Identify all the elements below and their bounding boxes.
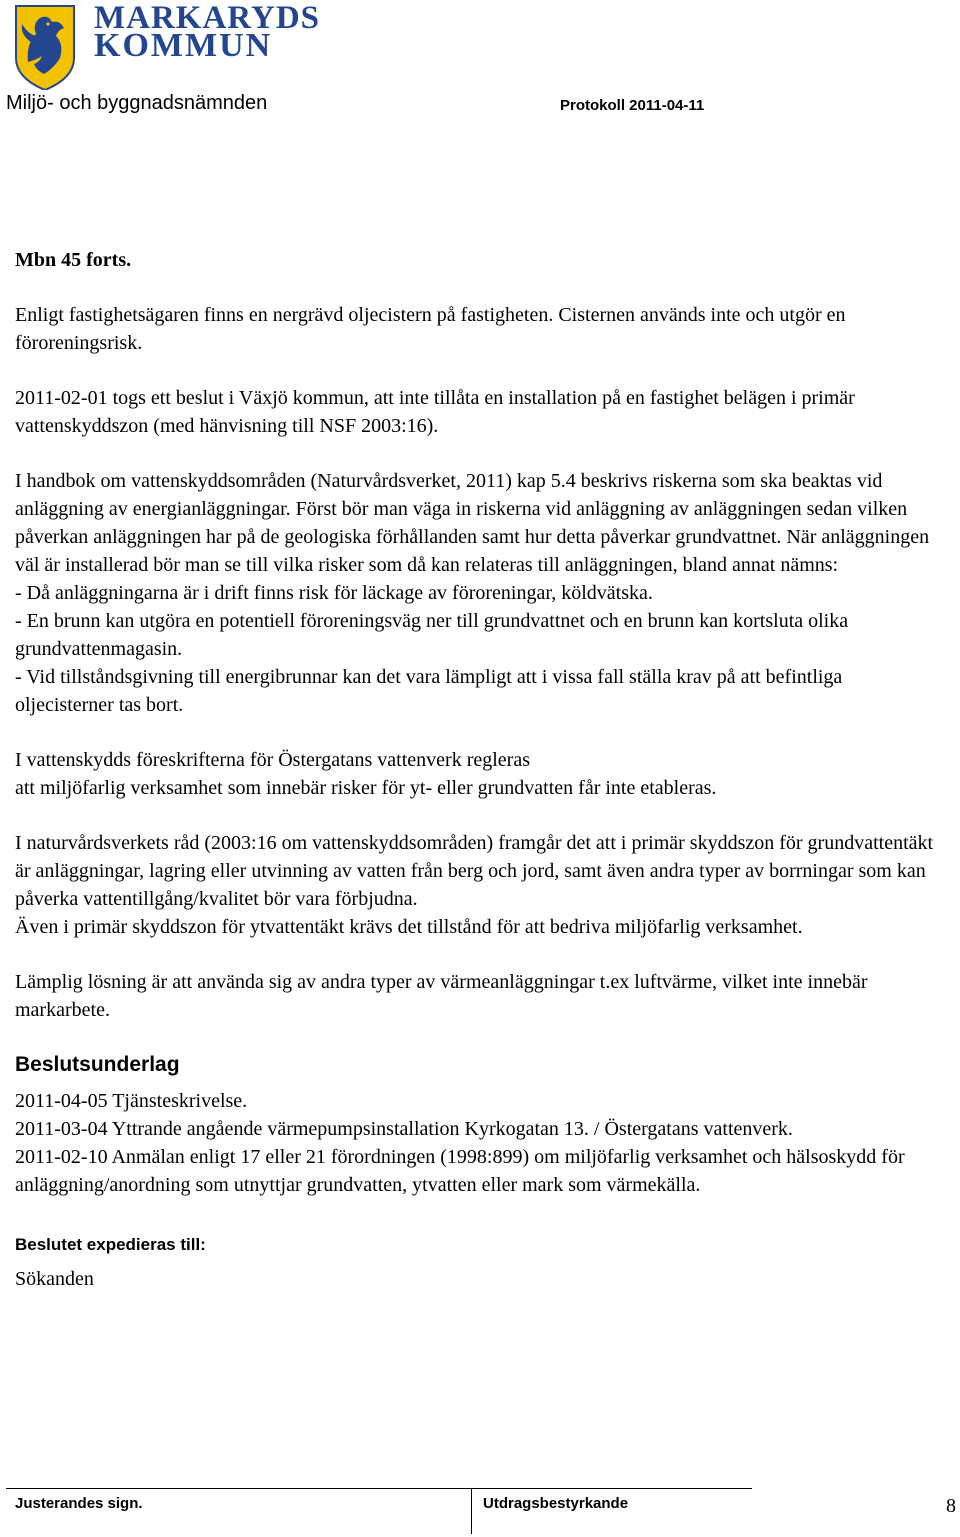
paragraph-regulations-2: att miljöfarlig verksamhet som innebär risker för yt- eller grundvatten får inte etableras. [15, 777, 717, 799]
expedieras-recipient: Sökanden [15, 1268, 94, 1290]
footer-utdrag: Utdragsbestyrkande [483, 1495, 629, 1512]
underlag-item: 2011-03-04 Yttrande angående värmepumpsinstallation Kyrkogatan 13. / Östergatans vattenverk. [15, 1118, 793, 1140]
paragraph-vaxjo-decision: 2011-02-01 togs ett beslut i Växjö kommun, att inte tillåta en installation på en fastighet belägen i primär vattenskyddszon (med hänvisning till NSF 2003:16). [15, 387, 855, 437]
list-item-leakage: - Då anläggningarna är i drift finns risk för läckage av föroreningar, köldvätska. [15, 582, 653, 604]
paragraph-surface-water: Även i primär skyddszon för ytvattentäkt krävs det tillstånd för att bedriva miljöfarlig verksamhet. [15, 916, 803, 938]
griffin-crest-icon [14, 4, 76, 90]
protocol-date: Protokoll 2011-04-11 [560, 97, 705, 114]
section-heading: Mbn 45 forts. [15, 249, 132, 271]
expedieras-title: Beslutet expedieras till: [15, 1235, 206, 1254]
paragraph-solution: Lämplig lösning är att använda sig av andra typer av värmeanläggningar t.ex luftvärme, vilket inte innebär markarbete. [15, 971, 868, 1021]
underlag-item: 2011-04-05 Tjänsteskrivelse. [15, 1090, 248, 1112]
footer-divider [471, 1488, 472, 1534]
paragraph-regulations-1: I vattenskydds föreskrifterna för Östergatans vattenverk regleras [15, 749, 530, 771]
footer-justerandes: Justerandes sign. [15, 1495, 143, 1512]
logo-line-1: MARKARYDS [94, 0, 320, 36]
municipality-logo [14, 0, 320, 92]
logo-line-2: KOMMUN [94, 27, 273, 64]
page-number: 8 [946, 1495, 956, 1517]
underlag-item: 2011-02-10 Anmälan enligt 17 eller 21 förordningen (1998:899) om miljöfarlig verksamhet och hälsoskydd för anläggning/anordning som utnyttjar grundvatten, ytvatten eller mark som värmekälla. [15, 1146, 905, 1196]
beslutsunderlag-title: Beslutsunderlag [15, 1053, 180, 1076]
document-body [15, 246, 945, 1293]
department-name: Miljö- och byggnadsnämnden [6, 92, 268, 114]
footer-rule [6, 1488, 752, 1489]
list-item-well: - En brunn kan utgöra en potentiell föroreningsväg ner till grundvattnet och en brunn kan kortsluta olika grundvattenmagasin. [15, 610, 849, 660]
list-item-permit: - Vid tillståndsgivning till energibrunnar kan det vara lämpligt att i vissa fall ställa krav på att befintliga oljecisterner tas bort. [15, 666, 843, 716]
paragraph-handbook: I handbok om vattenskyddsområden (Naturvårdsverket, 2011) kap 5.4 beskrivs riskerna som ska beaktas vid anläggning av energianläggningar. Först bör man väga in riskerna vid anläggning av anläggningen sedan vilken påverkan anläggningen har på de geologiska förhållanden samt hur detta påverkar grundvattnet. När anläggningen väl är installerad bör man se till vilka risker som då kan relateras till anläggningen, bland annat nämns: [15, 470, 930, 576]
paragraph-cistern: Enligt fastighetsägaren finns en nergrävd oljecistern på fastigheten. Cisternen används inte och utgör en föroreningsrisk. [15, 304, 846, 354]
paragraph-naturvardsverket: I naturvårdsverkets råd (2003:16 om vattenskyddsområden) framgår det att i primär skyddszon för grundvattentäkt är anläggningar, lagring eller utvinning av vatten från berg och jord, samt även andra typer av borrningar som kan påverka vattentillgång/kvalitet bör vara förbjudna. [15, 832, 934, 910]
logo-wordmark [94, 0, 320, 64]
